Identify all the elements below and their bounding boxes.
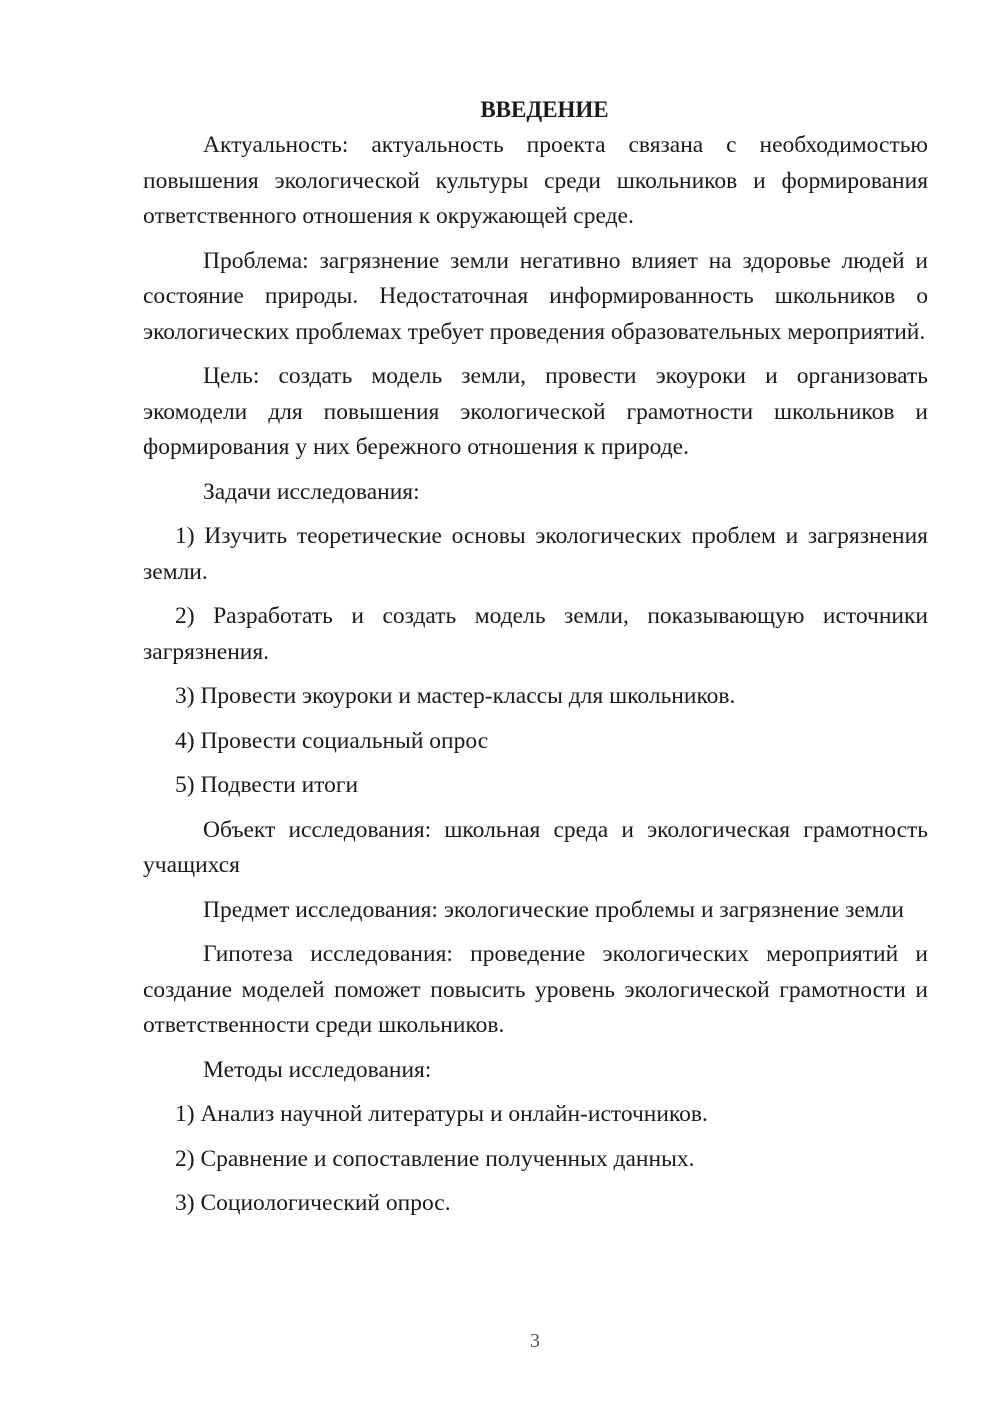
tasks-heading: Задачи исследования: [203, 478, 420, 505]
task-item-3: 3) Провести экоуроки и мастер-классы для школьников. [175, 683, 736, 709]
task-item-2: 2) Разработать и создать модель земли, показывающую источники загрязнения. [143, 603, 928, 665]
page-title: ВВЕДЕНИЕ [480, 97, 609, 122]
page-content [143, 92, 928, 1222]
task-item-5: 5) Подвести итоги [175, 772, 359, 798]
page-number: 3 [530, 1330, 540, 1352]
task-item-1: 1) Изучить теоретические основы экологических проблем и загрязнения земли. [143, 523, 928, 585]
paragraph-problem: Проблема: загрязнение земли негативно влияет на здоровье людей и состояние природы. Недостаточная информированность школьников о экологических проблемах требует проведения образовательных мероприятий. [143, 247, 928, 345]
method-item-3: 3) Социологический опрос. [175, 1190, 451, 1216]
method-item-1: 1) Анализ научной литературы и онлайн-источников. [175, 1101, 708, 1127]
task-item-4: 4) Провести социальный опрос [175, 727, 489, 754]
paragraph-object: Объект исследования: школьная среда и экологическая грамотность учащихся [143, 816, 928, 878]
paragraph-subject: Предмет исследования: экологические проблемы и загрязнение земли [203, 896, 904, 923]
paragraph-goal: Цель: создать модель земли, провести экоуроки и организовать экомодели для повышения экологической грамотности школьников и формирования у них бережного отношения к природе. [143, 363, 928, 460]
methods-heading: Методы исследования: [203, 1056, 432, 1083]
paragraph-hypothesis: Гипотеза исследования: проведение экологических мероприятий и создание моделей поможет повысить уровень экологической грамотности и ответственности среди школьников. [143, 941, 928, 1038]
method-item-2: 2) Сравнение и сопоставление полученных данных. [175, 1145, 695, 1172]
paragraph-relevance: Актуальность: актуальность проекта связана с необходимостью повышения экологической культуры среди школьников и формирования ответственного отношения к окружающей среде. [143, 132, 928, 229]
